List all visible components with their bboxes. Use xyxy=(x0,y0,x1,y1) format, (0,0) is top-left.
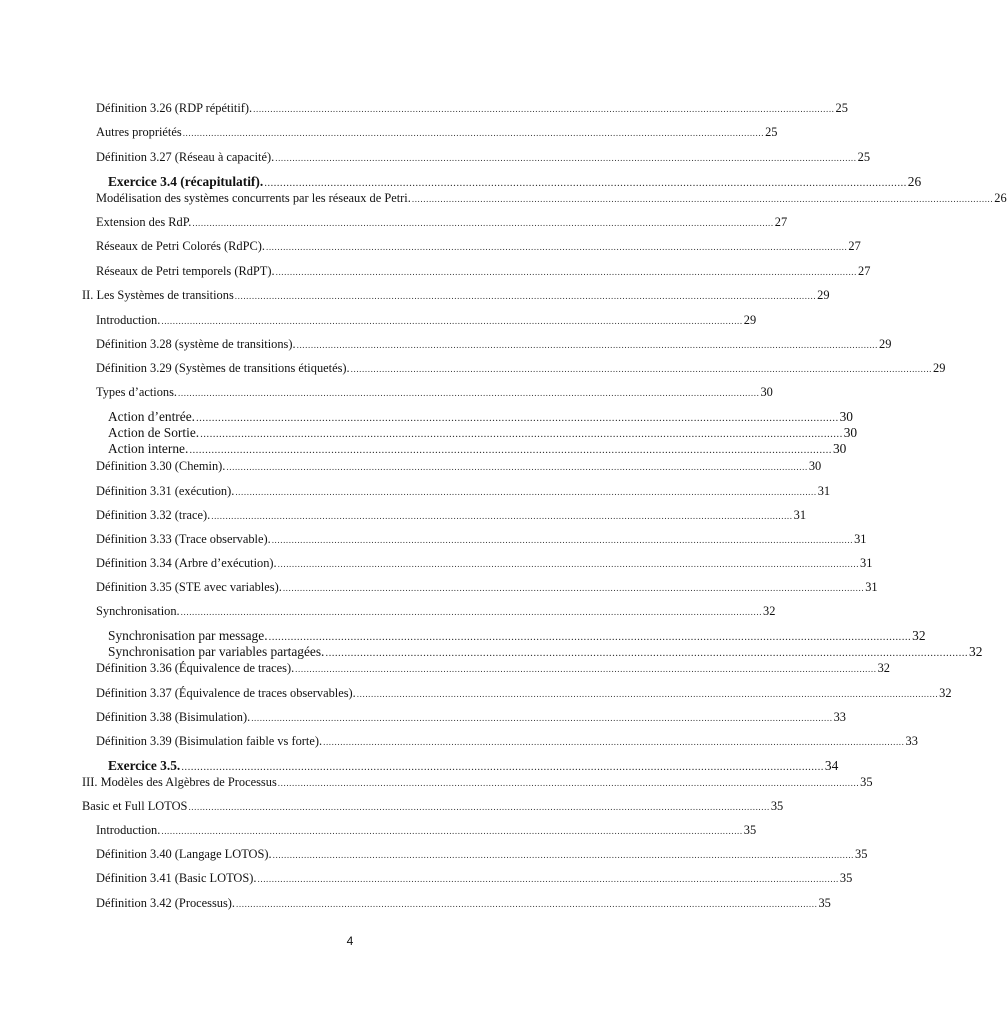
toc-entry[interactable] xyxy=(96,484,831,500)
toc-entry[interactable] xyxy=(96,604,776,620)
leader-dots: ............................................................................................................................................................................................................ xyxy=(251,713,833,723)
toc-entry-title: Définition 3.34 (Arbre d’exécution). xyxy=(96,556,277,570)
toc-entry-title: II. Les Systèmes de transitions xyxy=(82,288,234,302)
toc-entry-title: Définition 3.40 (Langage LOTOS). xyxy=(96,847,272,861)
toc-entry[interactable] xyxy=(96,896,831,912)
toc-entry-title: Définition 3.41 (Basic LOTOS). xyxy=(96,871,257,885)
toc-entry-title: Synchronisation par variables partagées. xyxy=(108,644,325,659)
toc-entry[interactable] xyxy=(108,644,983,661)
toc-entry-page: 35 xyxy=(818,896,831,910)
leader-dots: ............................................................................................................................................................................................................ xyxy=(411,194,994,204)
toc-entry-title: Définition 3.26 (RDP répétitif). xyxy=(96,101,253,115)
leader-dots: ............................................................................................................................................................................................................ xyxy=(268,631,912,643)
leader-dots: ............................................................................................................................................................................................................ xyxy=(350,364,933,374)
leader-dots: ............................................................................................................................................................................................................ xyxy=(265,242,848,252)
toc-entry-title: Introduction. xyxy=(96,313,161,327)
toc-entry-title: Définition 3.32 (trace). xyxy=(96,508,211,522)
leader-dots: ............................................................................................................................................................................................................ xyxy=(161,826,743,836)
toc-entry-page: 32 xyxy=(763,604,776,618)
toc-entry[interactable] xyxy=(96,508,807,524)
toc-entry-page: 30 xyxy=(843,425,858,440)
toc-entry[interactable] xyxy=(96,264,871,280)
toc-entry-page: 30 xyxy=(832,441,847,456)
toc-entry-title: Définition 3.38 (Bisimulation). xyxy=(96,710,251,724)
toc-entry-title: Définition 3.37 (Équivalence de traces observables). xyxy=(96,686,356,700)
leader-dots: ............................................................................................................................................................................................................ xyxy=(196,412,839,424)
toc-entry-title: Action d’entrée. xyxy=(108,409,195,424)
toc-entry-page: 32 xyxy=(969,644,983,659)
toc-entry-page: 25 xyxy=(835,101,848,115)
toc-entry-title: Exercice 3.5. xyxy=(108,758,181,773)
leader-dots: ............................................................................................................................................................................................................ xyxy=(181,761,824,773)
toc-entry[interactable] xyxy=(96,686,952,702)
toc-entry-page: 33 xyxy=(905,734,918,748)
toc-entry[interactable] xyxy=(96,580,878,596)
toc-entry-title: Basic et Full LOTOS xyxy=(82,799,188,813)
toc-entry-title: Définition 3.28 (système de transitions). xyxy=(96,337,296,351)
leader-dots: ............................................................................................................................................................................................................ xyxy=(182,128,765,138)
toc-entry[interactable] xyxy=(96,532,867,548)
leader-dots: ............................................................................................................................................................................................................ xyxy=(325,647,969,659)
toc-entry-title: Exercice 3.4 (récapitulatif). xyxy=(108,174,264,189)
toc-entry-title: Définition 3.36 (Équivalence de traces). xyxy=(96,661,295,675)
leader-dots: ............................................................................................................................................................................................................ xyxy=(277,778,860,788)
toc-entry-page: 35 xyxy=(770,799,784,813)
toc-entry[interactable] xyxy=(96,337,892,353)
leader-dots: ............................................................................................................................................................................................................ xyxy=(253,104,835,114)
leader-dots: ............................................................................................................................................................................................................ xyxy=(275,153,857,163)
leader-dots: ............................................................................................................................................................................................................ xyxy=(356,689,939,699)
leader-dots: ............................................................................................................................................................................................................ xyxy=(277,559,860,569)
toc-entry-page: 30 xyxy=(808,459,822,473)
leader-dots: ............................................................................................................................................................................................................ xyxy=(235,487,817,497)
toc-entry[interactable] xyxy=(96,101,848,117)
toc-entry[interactable] xyxy=(82,799,784,815)
toc-entry-title: Définition 3.31 (exécution). xyxy=(96,484,235,498)
leader-dots: ............................................................................................................................................................................................................ xyxy=(295,664,877,674)
toc-entry[interactable] xyxy=(96,459,822,475)
leader-dots: ............................................................................................................................................................................................................ xyxy=(275,267,857,277)
leader-dots: ............................................................................................................................................................................................................ xyxy=(296,340,878,350)
toc-entry-page: 27 xyxy=(774,215,788,229)
leader-dots: ............................................................................................................................................................................................................ xyxy=(272,850,855,860)
toc-entry[interactable] xyxy=(108,174,922,191)
toc-entry-page: 35 xyxy=(743,823,757,837)
toc-entry-page: 26 xyxy=(907,174,922,189)
toc-entry-page: 29 xyxy=(879,337,892,351)
leader-dots: ............................................................................................................................................................................................................ xyxy=(234,291,817,301)
toc-entry-title: Définition 3.27 (Réseau à capacité). xyxy=(96,150,275,164)
toc-entry[interactable] xyxy=(96,239,861,255)
toc-entry[interactable] xyxy=(96,847,868,863)
toc-entry-page: 35 xyxy=(855,847,868,861)
leader-dots: ............................................................................................................................................................................................................ xyxy=(236,899,818,909)
toc-entry-title: Définition 3.35 (STE avec variables). xyxy=(96,580,282,594)
toc-entry-page: 31 xyxy=(860,556,873,570)
toc-entry-page: 35 xyxy=(860,775,873,789)
toc-entry-page: 30 xyxy=(839,409,853,424)
toc-entry[interactable] xyxy=(108,628,926,645)
toc-entry[interactable] xyxy=(96,125,778,141)
toc-entry-title: Types d’actions. xyxy=(96,385,178,399)
leader-dots: ............................................................................................................................................................................................................ xyxy=(161,316,743,326)
toc-entry-page: 34 xyxy=(824,758,839,773)
toc-entry[interactable] xyxy=(96,361,946,377)
toc-entry[interactable] xyxy=(96,823,757,839)
toc-entry-title: III. Modèles des Algèbres de Processus xyxy=(82,775,277,789)
toc-entry-title: Définition 3.29 (Systèmes de transitions étiquetés). xyxy=(96,361,350,375)
toc-entry[interactable] xyxy=(96,215,788,231)
leader-dots: ............................................................................................................................................................................................................ xyxy=(192,218,774,228)
toc-entry-title: Modélisation des systèmes concurrents par les réseaux de Petri. xyxy=(96,191,411,205)
toc-entry[interactable] xyxy=(96,710,846,726)
toc-entry-page: 29 xyxy=(817,288,830,302)
toc-entry-title: Autres propriétés xyxy=(96,125,182,139)
toc-entry-title: Synchronisation par message. xyxy=(108,628,268,643)
toc-entry-page: 31 xyxy=(793,508,807,522)
leader-dots: ............................................................................................................................................................................................................ xyxy=(211,511,793,521)
toc-entry-page: 32 xyxy=(939,686,952,700)
toc-entry[interactable] xyxy=(96,191,1007,207)
toc-entry-page: 31 xyxy=(817,484,831,498)
toc-entry-page: 29 xyxy=(743,313,757,327)
toc-entry[interactable] xyxy=(108,441,847,458)
toc-entry-title: Extension des RdP. xyxy=(96,215,192,229)
toc-entry-title: Synchronisation. xyxy=(96,604,180,618)
leader-dots: ............................................................................................................................................................................................................ xyxy=(264,177,907,189)
toc-entry-title: Introduction. xyxy=(96,823,161,837)
leader-dots: ............................................................................................................................................................................................................ xyxy=(178,388,760,398)
toc-entry-title: Réseaux de Petri temporels (RdPT). xyxy=(96,264,275,278)
toc-entry-page: 32 xyxy=(912,628,926,643)
toc-entry[interactable] xyxy=(108,758,839,775)
toc-entry-title: Définition 3.33 (Trace observable). xyxy=(96,532,271,546)
toc-entry-title: Action de Sortie. xyxy=(108,425,200,440)
toc-entry[interactable] xyxy=(96,556,873,572)
toc-entry-page: 26 xyxy=(994,191,1007,205)
toc-entry[interactable] xyxy=(96,385,773,401)
toc-entry-page: 25 xyxy=(857,150,871,164)
toc-entry[interactable] xyxy=(96,661,890,677)
toc-entry-page: 30 xyxy=(760,385,773,399)
leader-dots: ............................................................................................................................................................................................................ xyxy=(282,583,865,593)
toc-entry-page: 32 xyxy=(877,661,890,675)
leader-dots: ............................................................................................................................................................................................................ xyxy=(200,428,843,440)
toc-entry[interactable] xyxy=(96,734,918,750)
toc-entry[interactable] xyxy=(96,871,853,887)
toc-entry-title: Définition 3.42 (Processus). xyxy=(96,896,236,910)
toc-entry-page: 27 xyxy=(848,239,861,253)
toc-entry-page: 33 xyxy=(833,710,846,724)
page-number: 4 xyxy=(346,934,354,948)
leader-dots: ............................................................................................................................................................................................................ xyxy=(257,874,839,884)
leader-dots: ............................................................................................................................................................................................................ xyxy=(226,462,808,472)
toc-entry-page: 29 xyxy=(933,361,946,375)
toc-entry-title: Réseaux de Petri Colorés (RdPC). xyxy=(96,239,265,253)
toc-entry-title: Définition 3.39 (Bisimulation faible vs forte). xyxy=(96,734,323,748)
toc-entry-title: Définition 3.30 (Chemin). xyxy=(96,459,226,473)
toc-entry-page: 25 xyxy=(765,125,778,139)
toc-entry[interactable] xyxy=(108,425,858,442)
toc-entry[interactable] xyxy=(82,775,873,791)
toc-entry[interactable] xyxy=(82,288,830,304)
leader-dots: ............................................................................................................................................................................................................ xyxy=(271,535,854,545)
leader-dots: ............................................................................................................................................................................................................ xyxy=(188,802,770,812)
leader-dots: ............................................................................................................................................................................................................ xyxy=(189,444,832,456)
toc-entry-page: 31 xyxy=(854,532,867,546)
toc-entry[interactable] xyxy=(108,409,853,426)
leader-dots: ............................................................................................................................................................................................................ xyxy=(323,737,905,747)
toc-entry-page: 31 xyxy=(865,580,878,594)
toc-entry[interactable] xyxy=(96,150,871,166)
toc-entry-title: Action interne. xyxy=(108,441,189,456)
toc-entry[interactable] xyxy=(96,313,757,329)
leader-dots: ............................................................................................................................................................................................................ xyxy=(180,607,763,617)
toc-entry-page: 27 xyxy=(858,264,871,278)
toc-entry-page: 35 xyxy=(839,871,853,885)
